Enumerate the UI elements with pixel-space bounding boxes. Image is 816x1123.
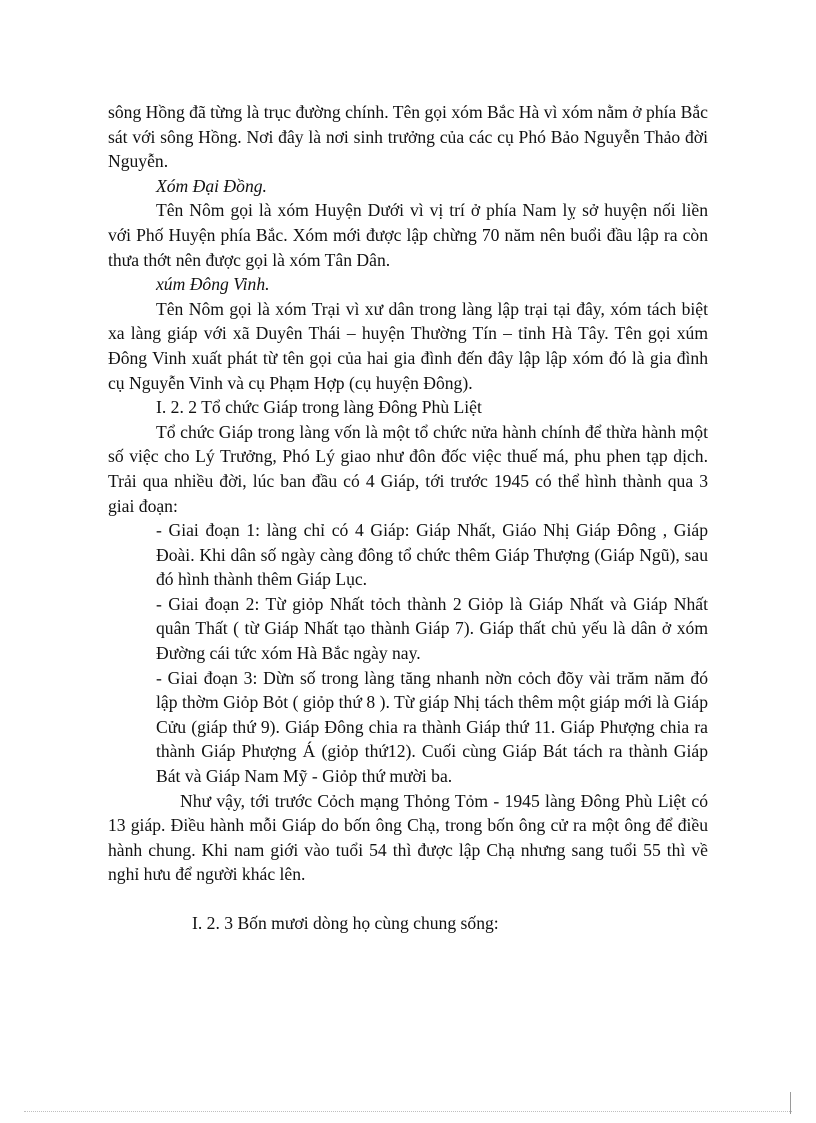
paragraph-dong-vinh: Tên Nôm gọi là xóm Trại vì xư dân trong làng lập trại tại đây, xóm tách biệt xa làng giáp với xã Duyên Thái – huyện Thường Tín – tỉnh Hà Tây. Tên gọi xúm Đông Vinh xuất phát từ tên gọi của hai gia đình đến đây lập lập xóm đó là gia đình cụ Nguyễn Vinh và cụ Phạm Hợp (cụ huyện Đông). (108, 298, 708, 393)
paragraph-dai-dong: Tên Nôm gọi là xóm Huyện Dưới vì vị trí ở phía Nam lỵ sở huyện nối liền với Phố Huyện phía Bắc. Xóm mới được lập chừng 70 năm nên buổi đầu lập ra còn thưa thớt nên được gọi là xóm Tân Dân. (108, 200, 708, 270)
document-page (108, 100, 708, 936)
list-item-giai-doan-1: - Giai đoạn 1: làng chỉ có 4 Giáp: Giáp Nhất, Giáo Nhị Giáp Đông , Giáp Đoài. Khi dân số ngày càng đông tổ chức thêm Giáp Thượng (Giáp Ngũ), sau đó hình thành thêm Giáp Lục. (156, 520, 708, 590)
heading-to-chuc-giap: I. 2. 2 Tổ chức Giáp trong làng Đông Phù Liệt (156, 397, 482, 418)
list-item-giai-doan-2: - Giai đoạn 2: Từ giỏp Nhất tỏch thành 2 Giỏp là Giáp Nhất và Giáp Nhất quân Thất ( từ Giáp Nhất tạo thành Giáp 7). Giáp thất chủ yếu là dân ở xóm Đường cái tức xóm Hà Bắc ngày nay. (156, 593, 708, 664)
heading-bon-muoi-dong-ho: I. 2. 3 Bốn mươi dòng họ cùng chung sống: (192, 913, 499, 933)
paragraph-to-chuc-giap: Tổ chức Giáp trong làng vốn là một tổ chức nửa hành chính để thừa hành một số việc cho Lý Trưởng, Phó Lý giao như đôn đốc việc thuế má, phu phen tạp dịch. Trải qua nhiều đời, lúc ban đầu có 4 Giáp, tới trước 1945 có thể hình thành qua 3 giai đoạn: (108, 421, 708, 516)
paragraph-continuation: sông Hồng đã từng là trục đường chính. Tên gọi xóm Bắc Hà vì xóm nằm ở phía Bắc sát với sông Hồng. Nơi đây là nơi sinh trưởng của các cụ Phó Bảo Nguyễn Thảo đời Nguyễn. (108, 102, 708, 172)
section-title-xom-dong-vinh: xúm Đông Vinh. (156, 274, 270, 295)
paragraph-conclusion: Như vậy, tới trước Cỏch mạng Thỏng Tỏm - 1945 làng Đông Phù Liệt có 13 giáp. Điều hành mỗi Giáp do bốn ông Chạ, trong bốn ông cử ra một ông để điều hành chung. Khi nam giới vào tuổi 54 thì được lập Chạ nhưng sang tuổi 55 thì về nghỉ hưu để người khác lên. (108, 790, 708, 885)
section-title-xom-dai-dong: Xóm Đại Đồng. (156, 175, 267, 196)
list-item-giai-doan-3: - Giai đoạn 3: Dừn số trong làng tăng nhanh nờn cỏch đõy vài trăm năm đó lập thờm Giỏp Bỏt ( giỏp thứ 8 ). Từ giáp Nhị tách thêm một giáp mới là Giáp Cửu (giáp thứ 9). Giáp Đông chia ra thành Giáp thứ 11. Giáp Phượng chia ra thành Giáp Phượng Á (giỏp thứ12). Cuối cùng Giáp Bát tách ra thành Giáp Bát và Giáp Nam Mỹ - Giỏp thứ mười ba. (156, 667, 708, 787)
page-corner-mark (790, 1092, 791, 1114)
page-bottom-border (24, 1111, 792, 1112)
